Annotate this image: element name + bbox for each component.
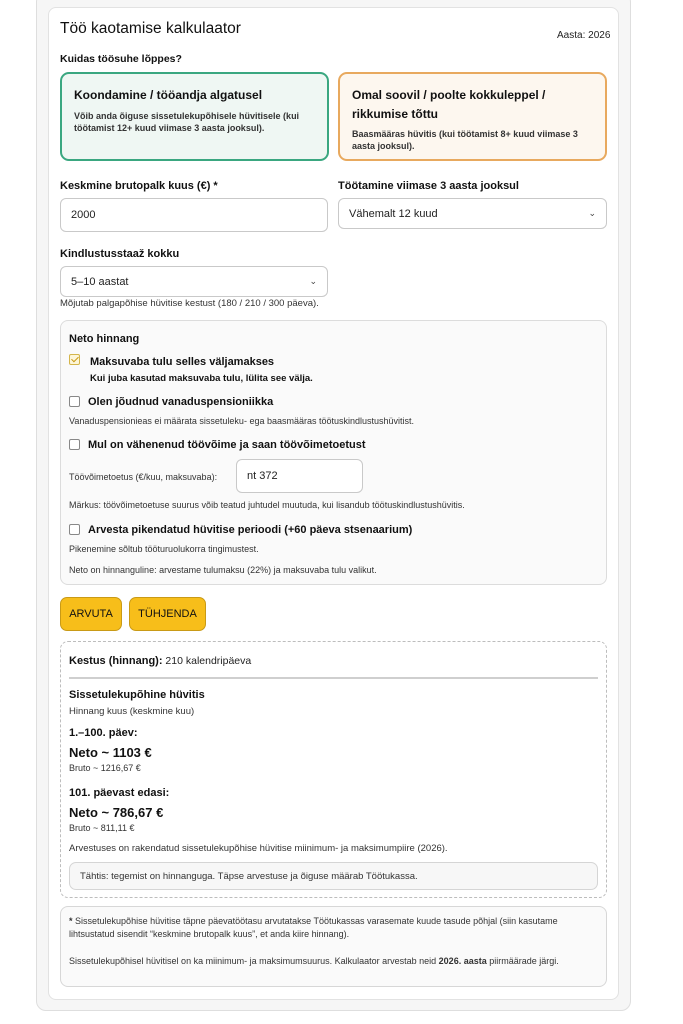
- taxfree-label: Maksuvaba tulu selles väljamakses: [90, 356, 275, 368]
- work-period-value: Vähemalt 12 kuud: [349, 207, 438, 220]
- result-section-title: Sissetulekupõhine hüvitis: [69, 689, 205, 701]
- period2-net: Neto ~ 786,67 €: [69, 805, 164, 820]
- insurance-label: Kindlustusstaaž kokku: [60, 248, 180, 260]
- footnote-text2a: Sissetulekupõhisel hüvitisel on ka miinimum- ja maksimumsuurus. Kalkulaator arvestab neid: [69, 956, 439, 966]
- period1-gross: Bruto ~ 1216,67 €: [69, 763, 141, 773]
- footnote-text1: Sissetulekupõhise hüvitise täpne päevatöötasu arvutatakse Töötukassas varasemate kuude tasude põhjal (siin kasutame lihtsustatud sisendit “keskmine brutopalk kuus”, et anda kiire hinnang).: [69, 916, 558, 939]
- extended-label: Arvesta pikendatud hüvitise perioodi (+60 päeva stsenaarium): [88, 524, 413, 536]
- salary-value: 2000: [71, 209, 96, 221]
- option-title: Koondamine / tööandja algatusel: [74, 88, 263, 102]
- applied-note: Arvestuses on rakendatud sissetulekupõhise hüvitise miinimum- ja maksimumpiire (2026).: [69, 843, 448, 854]
- work-period-label: Töötamine viimase 3 aasta jooksul: [338, 180, 519, 192]
- disability-note: Märkus: töövõimetoetuse suurus võib teatud juhtudel muutuda, kui lisandub töötuskindlustushüvitis.: [69, 500, 465, 510]
- option-voluntary[interactable]: [338, 72, 607, 161]
- footnote-line1: [69, 915, 599, 941]
- net-title: Neto hinnang: [69, 333, 140, 345]
- chevron-down-icon: ⌄: [588, 208, 596, 218]
- option-title: Omal soovil / poolte kokkuleppel / rikkumise tõttu: [352, 88, 546, 121]
- net-footer: Neto on hinnanguline: arvestame tulumaksu (22%) ja maksuvaba tulu valikut.: [69, 565, 377, 575]
- taxfree-checkbox[interactable]: [69, 354, 80, 365]
- divider: [69, 677, 598, 679]
- option-layoff[interactable]: [60, 72, 329, 161]
- warning-text: Tähtis: tegemist on hinnanguga. Täpse arvestuse ja õiguse määrab Töötukassa.: [80, 870, 418, 882]
- warning-box: [69, 862, 598, 890]
- option-description: Võib anda õiguse sissetulekupõhisele hüvitisele (kui töötamist 12+ kuud viimase 3 aasta jooksul).: [74, 111, 300, 133]
- year-label: Aasta: 2026: [557, 30, 611, 41]
- duration-label: Kestus (hinnang):: [69, 655, 163, 667]
- disability-placeholder: nt 372: [247, 470, 278, 482]
- pension-checkbox[interactable]: [69, 396, 80, 407]
- extended-hint: Pikenemine sõltub tööturuolukorra tingimustest.: [69, 544, 259, 554]
- duration-row: [69, 655, 251, 667]
- extended-checkbox[interactable]: [69, 524, 80, 535]
- footnote-line2: [69, 955, 599, 968]
- insurance-hint: Mõjutab palgapõhise hüvitise kestust (180 / 210 / 300 päeva).: [60, 298, 319, 309]
- period1-label: 1.–100. päev:: [69, 727, 138, 739]
- period2-gross: Bruto ~ 811,11 €: [69, 823, 135, 833]
- insurance-select[interactable]: [60, 266, 328, 297]
- chevron-down-icon: ⌄: [309, 276, 317, 286]
- clear-button[interactable]: TÜHJENDA: [129, 597, 206, 631]
- calculate-button[interactable]: ARVUTA: [60, 597, 122, 631]
- pension-label: Olen jõudnud vanaduspensioniikka: [88, 396, 274, 408]
- duration-value: 210 kalendripäeva: [165, 655, 252, 667]
- taxfree-hint: Kui juba kasutad maksuvaba tulu, lülita see välja.: [90, 373, 313, 384]
- disability-checkbox[interactable]: [69, 439, 80, 450]
- question-label: Kuidas töösuhe lõppes?: [60, 53, 182, 65]
- disability-input[interactable]: [236, 459, 363, 493]
- period2-label: 101. päevast edasi:: [69, 787, 170, 799]
- insurance-value: 5–10 aastat: [71, 275, 129, 288]
- disability-field-label: Töövõimetoetus (€/kuu, maksuvaba):: [69, 472, 218, 482]
- option-description: Baasmääras hüvitis (kui töötamist 8+ kuud viimase 3 aasta jooksul).: [352, 129, 578, 151]
- pension-hint: Vanaduspensionieas ei määrata sissetuleku- ega baasmääras töötuskindlustushüvitist.: [69, 416, 415, 426]
- disability-label: Mul on vähenenud töövõime ja saan töövõimetoetust: [88, 439, 366, 451]
- result-panel: [60, 641, 607, 898]
- footnote-text2c: piirmäärade järgi.: [486, 956, 559, 966]
- footnote-year: 2026. aasta: [438, 956, 487, 966]
- page-title: Töö kaotamise kalkulaator: [60, 20, 241, 37]
- period1-net: Neto ~ 1103 €: [69, 745, 152, 760]
- work-period-select[interactable]: [338, 198, 607, 229]
- result-section-sub: Hinnang kuus (keskmine kuu): [69, 706, 195, 717]
- salary-input[interactable]: [60, 198, 328, 232]
- salary-label: Keskmine brutopalk kuus (€) *: [60, 180, 218, 192]
- footnote-star: *: [69, 916, 73, 926]
